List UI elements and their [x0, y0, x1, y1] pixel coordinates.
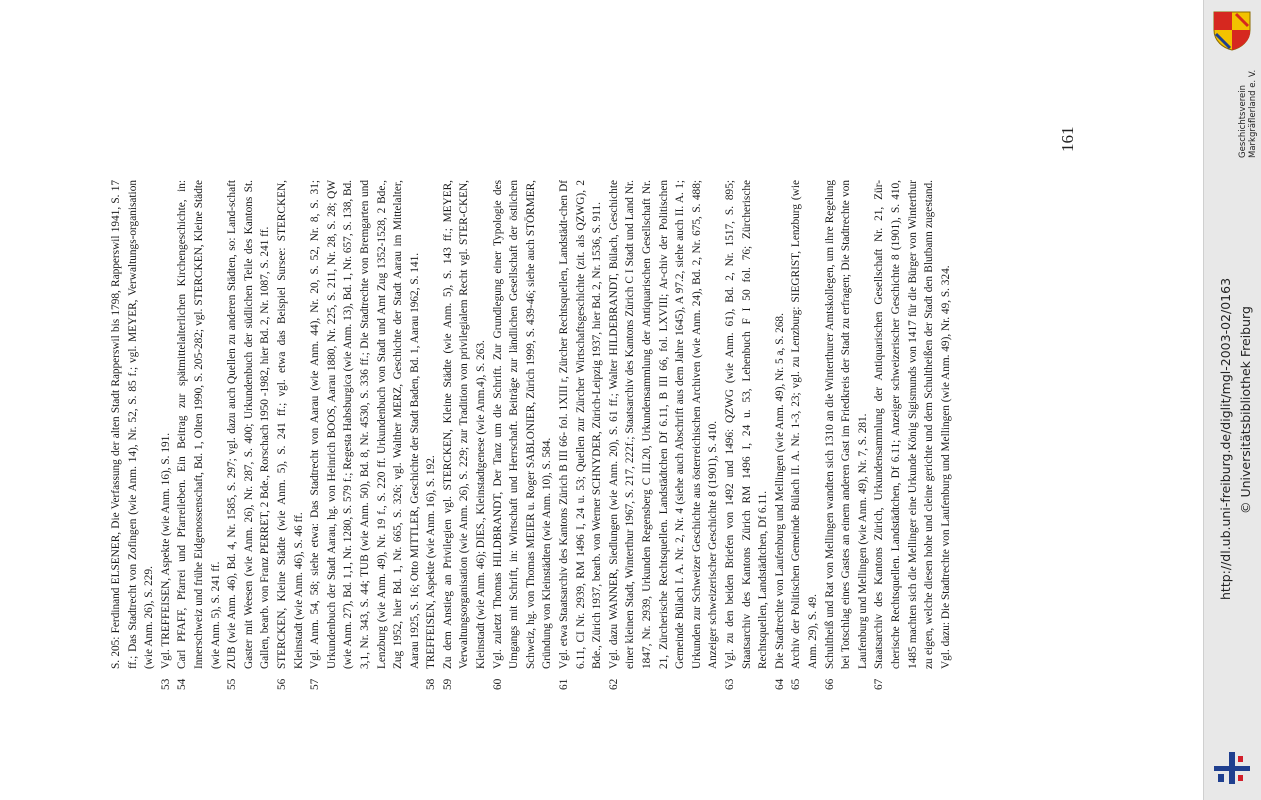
footnote: [556, 180, 606, 690]
footnote-number: 57: [309, 678, 322, 690]
footnote-text: Vgl. Anm. 54, 58; siehe etwa: Das Stadtrecht von Aarau (wie Anm. 44), Nr. 20, S. 52, Nr. 8, S. 31; Urkundenbuch der Stadt Aarau, hg. von Heinrich BOOS, Aarau 1880, Nr. 225, S. 211, Nr. 28, S. 28; QW (wie Anm. 27), Bd. 1,1, Nr. 1280, S. 579 f.; Regesta Habsburgica (wie Anm. 13), Bd. 1, Nr. 657, S. 138, Bd. 3,1, Nr. 343, S. 44; TUB (wie Anm. 50), Bd. 8, Nr. 4530, S. 336 ff.; Die Stadtrechte von Bremgarten und Lenzburg (wie Anm. 49), Nr. 19 f., S. 220 ff. Urkundenbuch von Stadt und Amt Zug 1352-1528, 2 Bde., Zug 1952, hier Bd. 1, Nr. 665, S. 326; vgl. Walther MERZ, Geschichte der Stadt Aarau im Mittelalter, Aarau 1925, S. 16; Otto MITTLER, Geschichte der Stadt Baden, Bd. 1, Aarau 1962, S. 141.: [309, 180, 421, 669]
footnote-number: 54: [176, 678, 189, 690]
footnote-number: 60: [491, 678, 504, 690]
footnote-number: [108, 669, 158, 690]
footnote: [772, 180, 789, 690]
publisher-line-1: Geschichtsverein: [1238, 84, 1248, 158]
footnote: [822, 180, 872, 690]
footnote-number: 63: [723, 678, 736, 690]
footnote: [274, 180, 307, 690]
ub-freiburg-logo-icon: [1210, 748, 1254, 788]
footnote-text: TREFFEISEN, Aspekte (wie Anm. 16), S. 192.: [425, 455, 438, 669]
footnote: [440, 180, 490, 690]
footnote-number: 56: [275, 678, 288, 690]
footnote: [158, 180, 175, 690]
footnote: [722, 180, 772, 690]
footnote-number: 61: [558, 678, 571, 690]
footnote-text: Vgl. dazu WANNER, Siedlungen (wie Anm. 20), S. 61 ff.; Walter HILDEBRANDT, Bülach, Geschichte einer kleinen Stadt, Winterthur 1967, S. 217, 222f.; Staatsarchiv des Kantons Zürich C I Stadt und Land Nr. 1847, Nr. 2939, Urkunden Regensberg C III.20, Urkundensammlung der Antiquarischen Gesellschaft Nr. 21, Zürcherische Rechtsquellen. Landstädtchen Df 6.11, B III 66, fol. LXVIII; Ar-chiv der Politischen Gemeinde Bülach I. A. Nr. 2, Nr. 4 (siehe auch Abschrift aus dem Jahre 1645), A 97.2, siehe auch II. A. 1; Urkunden zur Schweizer Geschichte aus österreichischen Archiven (wie Anm. 24), Bd. 2, Nr. 675, S. 488; Anzeiger schweizerischer Geschichte 8 (1901), S. 410.: [607, 180, 720, 669]
page-number: 161: [1058, 126, 1077, 152]
footnote: [307, 180, 423, 690]
footnote-text: Staatsarchiv des Kantons Zürich, Urkundensammlung der Antiquarischen Gesellschaft Nr. 21, Zür-cherische Rechtsquellen. Landstädtchen, Df 6.11; Anzeiger schweizerischer Geschichte 8 (1901), S. 410, 1485 machten sich die Mellinger eine Urkunde König Sigismunds von 1417 für die Bürger von Winterthur zu eigen, welche diesen hohe und cleine gerichte und dem Schultheißen der Stadt den Blutbann zugestand. Vgl. dazu: Die Stadtrechte von Laufenburg und Mellingen (wie Anm. 49), Nr. 49, S. 324.: [873, 180, 952, 669]
coat-of-arms-icon: [1210, 8, 1254, 52]
footnote-text: Carl PFAFF, Pfarrei und Pfarreileben. Ein Beitrag zur spätmittelalterlichen Kirchengeschichte, in: Innerschweiz und frühe Eidgenossenschaft, Bd. 1, Olten 1990, S. 205-282; vgl. STERCKEN, Kleine Städte (wie Anm. 5), S. 241 ff.: [176, 180, 222, 669]
footnote-text: Vgl. zuletzt Thomas HILDBRANDT, Der Tanz um die Schrift. Zur Grundlegung einer Typologie des Umgangs mit Schrift, in: Wirtschaft und Herrschaft. Beiträge zur ländlichen Gesellschaft der östlichen Schweiz, hg. von Thomas MEIER u. Roger SABLONIER, Zürich 1999, S. 439-46; siehe auch STÖRMER, Gründung von Kleinstädten (wie Anm. 10), S. 584.: [491, 180, 554, 669]
footnote-text: Die Stadtrechte von Laufenburg und Mellingen (wie Anm. 49), Nr. 5 a, S. 268.: [773, 313, 786, 669]
footnote-text: Zu dem Anstieg an Privilegien vgl. STERCKEN, Kleine Städte (wie Anm. 5), S. 143 ff.; MEYER, Verwaltungsorganisation (wie Anm. 26), S. 229; zur Tradition von privilegialem Recht vgl. STER-CKEN, Kleinstadt (wie Anm. 46); DIES., Kleinstadtgenese (wie Anm.4), S. 263.: [441, 180, 488, 669]
publisher-line-2: Markgräflerland e. V.: [1248, 69, 1258, 158]
footnote: [423, 180, 440, 690]
footnote-number: 58: [425, 678, 438, 690]
copyright-text: © Universitätsbibliothek Freiburg: [1238, 306, 1253, 514]
footnote-text: Vgl. etwa Staatsarchiv des Kantons Zürich B III 66- fol. 1XIII r, Zürcher Rechtsquellen, Landstädt-chen Df 6.11, CI Nr. 2939, RM 1496 I, 24 u. 53; Quellen zur Zürcher Wirtschaftsgeschichte (zit. als QZWG), 2 Bde., Zürich 1937, bearb. von Werner SCHNYDER, Zürich-Leipzig 1937, hier Bd. 2, Nr. 1536, S. 911.: [558, 180, 604, 669]
footnote: [490, 180, 556, 690]
footnote: [224, 180, 274, 690]
footnote-number: 64: [773, 678, 786, 690]
footnote: [108, 180, 158, 690]
footnote-text: Archiv der Politischen Gemeinde Bülach II. A. Nr. 1-3, 23; vgl. zu Lenzburg: SIEGRIST, Lenzburg (wie Anm. 29), S. 49.: [790, 180, 819, 669]
footnote: [174, 180, 224, 690]
footnote: [606, 180, 722, 690]
footnote-number: 59: [441, 678, 454, 690]
footnote: [871, 180, 954, 690]
footnote-number: 55: [226, 678, 239, 690]
footnote-text: STERCKEN, Kleine Städte (wie Anm. 5), S. 241 ff.; vgl. etwa das Beispiel Sursee: STERCKEN, Kleinstadt (wie Anm. 46), S. 46 ff.: [275, 180, 305, 669]
footnote-text: Vgl. zu den beiden Briefen von 1492 und 1496: QZWG (wie Anm. 61), Bd. 2, Nr. 1517, S. 895; Staatsarchiv des Kantons Zürich RM 1496 I, 24 u. 53, Lehenbuch F I 50 fol. 76; Zürcherische Rechtsquellen, Landstädtchen, Df 6.11.: [723, 180, 770, 669]
document-url[interactable]: http://dl.ub.uni-freiburg.de/diglit/mgl-2003-02/0163: [1218, 277, 1233, 600]
footnote-number: 66: [823, 678, 836, 690]
footnote-number: 65: [790, 678, 803, 690]
footnote: [788, 180, 821, 690]
footnotes: [108, 180, 954, 690]
footnote-number: 53: [159, 678, 172, 690]
footnote-text: S. 205: Ferdinand ELSENER, Die Verfassung der alten Stadt Rapperswil bis 1798, Rapperswil 1941, S. 17 ff.; Das Stadtrecht von Zofingen (wie Anm. 14), Nr. 52, S. 85 f.; vgl. MEYER, Verwaltungs-organisation (wie Anm. 26), S. 229.: [110, 180, 156, 669]
footnote-text: Vgl. TREFFEISEN, Aspekte (wie Anm. 16), S. 191.: [159, 432, 172, 669]
footnote-text: Schultheiß und Rat von Mellingen wandten sich 1310 an die Winterthurer Amtskollegen, um ihre Regelung bei Totschlag eines Gastes an einem anderen Gast im Friedkreis der Stadt zu erfragen; Die Stadtrechte von Laufenburg und Mellingen (wie Anm. 49), Nr. 7, S. 281.: [823, 180, 869, 669]
footnote-number: 62: [607, 678, 620, 690]
footnote-text: ZUB (wie Anm. 46), Bd. 4, Nr. 1585, S. 297; vgl. dazu auch Quellen zu anderen Städten, so: Land-schaft Gaster mit Weesen (wie Anm. 26), Nr. 287, S. 400; Urkundenbuch der südlichen Teile des Kantons St. Gallen, bearb. von Franz PERRET, 2 Bde., Rorschach 1950 -1982, hier Bd. 2, Nr. 1087, S. 241 ff.: [226, 180, 272, 669]
footnote-number: 67: [873, 678, 886, 690]
